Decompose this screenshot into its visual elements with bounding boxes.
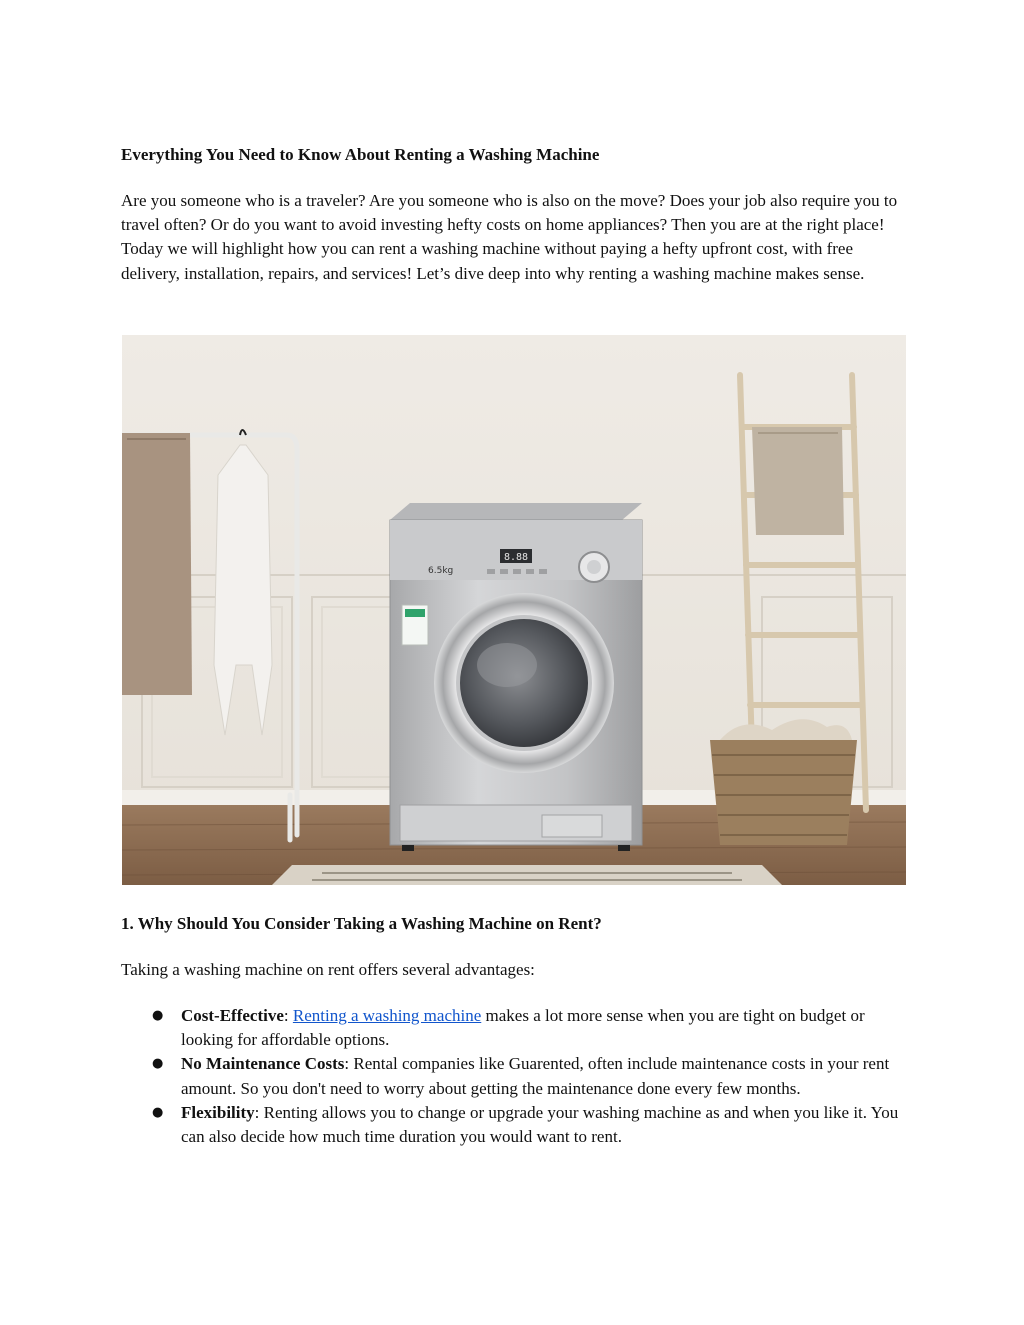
bullet-icon: ● <box>152 1104 164 1120</box>
renting-washing-machine-link[interactable]: Renting a washing machine <box>292 1006 482 1025</box>
washing-machine-photo <box>122 335 906 885</box>
item-label: Flexibility <box>181 1102 255 1122</box>
list-item <box>121 1052 911 1100</box>
item-label: Cost-Effective <box>181 1006 284 1025</box>
item-separator: : <box>254 1102 264 1122</box>
list-item <box>121 1004 911 1052</box>
item-text: Rental companies like Guarented, often include maintenance costs in your rent amount. So you don't need to worry about getting the maintenance done every few months. <box>181 1054 890 1098</box>
machine-capacity-label: 6.5kg <box>428 566 454 576</box>
laundry-room-illustration <box>122 335 906 885</box>
intro-paragraph: Are you someone who is a traveler? Are you someone who is also on the move? Does your job also require you to travel often? Or do you want to avoid investing hefty costs on home appliances? Then you are at the right place! Today we will highlight how you can rent a washing machine without paying a hefty upfront cost, with free delivery, installation, repairs, and services! Let’s dive deep into why renting a washing machine makes sense. <box>121 191 898 283</box>
item-separator: : <box>344 1054 354 1074</box>
item-label: No Maintenance Costs <box>181 1054 345 1074</box>
list-item <box>121 1101 911 1149</box>
item-separator: : <box>283 1006 293 1025</box>
bullet-icon: ● <box>152 1008 164 1023</box>
document-title: Everything You Need to Know About Renting a Washing Machine <box>121 145 600 164</box>
section-heading: 1. Why Should You Consider Taking a Washing Machine on Rent? <box>121 914 602 933</box>
advantages-list <box>121 1004 911 1149</box>
machine-display-text: 8.88 <box>503 552 529 563</box>
item-text: makes a lot more sense when you are tight on budget or looking for affordable options. <box>181 1006 865 1050</box>
washing-machine <box>390 503 642 851</box>
item-text: Renting allows you to change or upgrade your washing machine as and when you like it. You can also decide how much time duration you would want to rent. <box>181 1102 899 1147</box>
bullet-icon: ● <box>152 1056 164 1072</box>
section-lead: Taking a washing machine on rent offers several advantages: <box>121 960 535 979</box>
